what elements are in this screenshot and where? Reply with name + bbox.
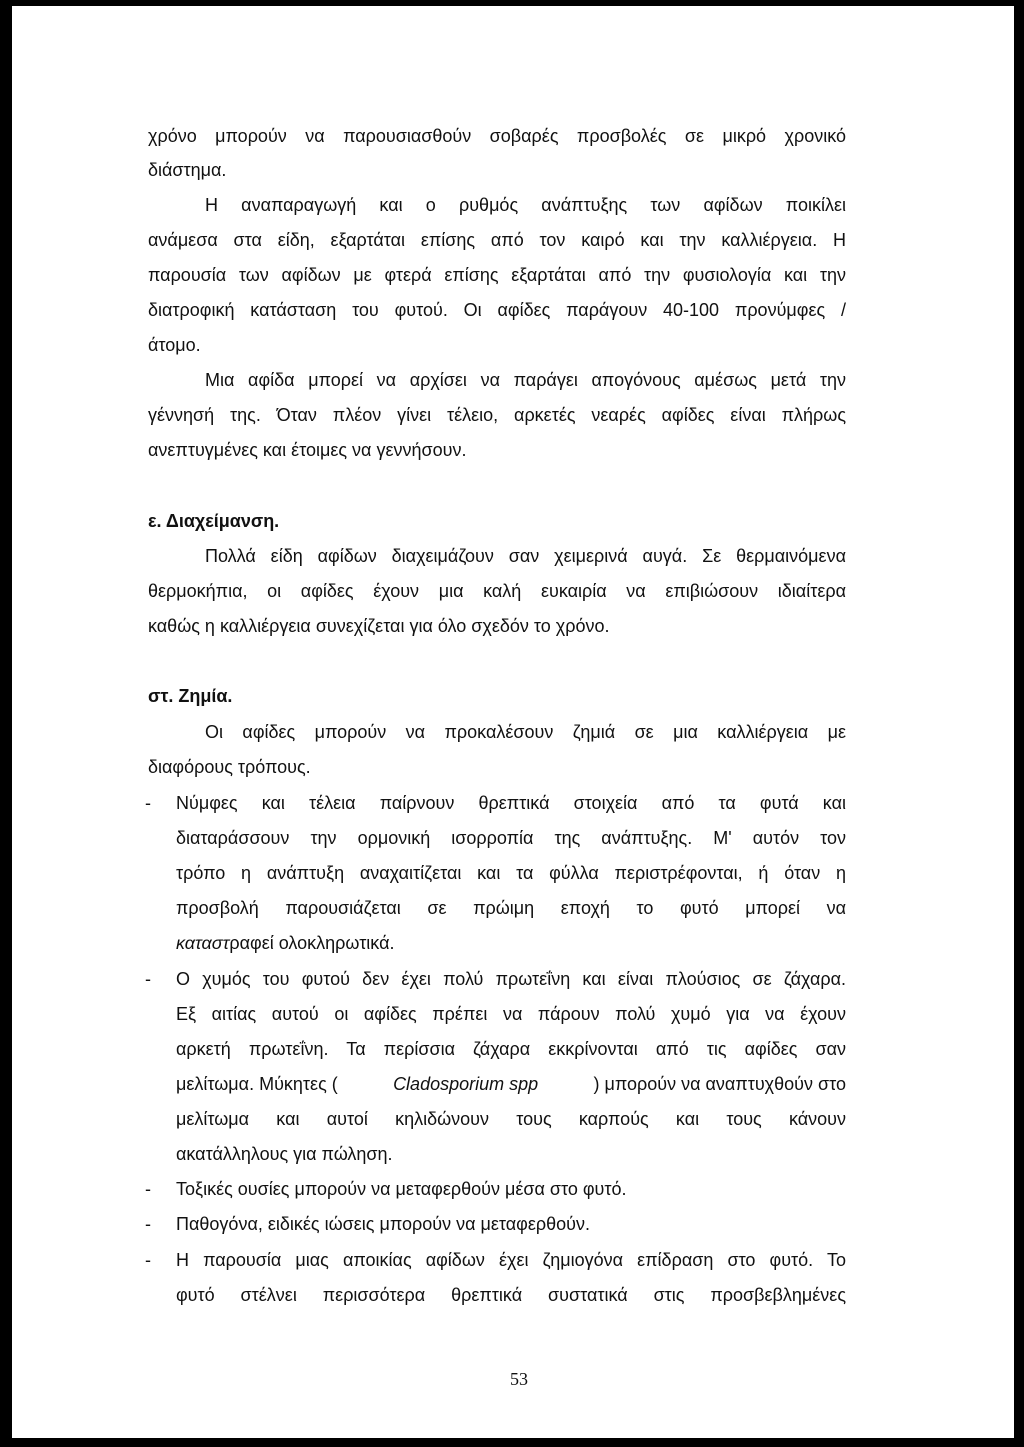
bullet-dash: - xyxy=(145,1214,151,1234)
text-line: Μια αφίδα μπορεί να αρχίσει να παράγει απογόνους αμέσως μετά την xyxy=(205,370,846,390)
document-page xyxy=(12,6,1014,1438)
text-line: αρκετή πρωτεΐνη. Τα περίσσια ζάχαρα εκκρίνονται από τις αφίδες σαν xyxy=(176,1039,846,1059)
bullet-dash: - xyxy=(145,969,151,989)
text-line: Πολλά είδη αφίδων διαχειμάζουν σαν χειμερινά αυγά. Σε θερμαινόμενα xyxy=(205,546,846,566)
text-fragment: μελίτωμα. Μύκητες ( xyxy=(176,1074,338,1094)
text-line: ανεπτυγμένες και έτοιμες να γεννήσουν. xyxy=(148,440,467,460)
text-line: γέννησή της. Όταν πλέον γίνει τέλειο, αρκετές νεαρές αφίδες είναι πλήρως xyxy=(148,405,846,425)
text-fragment: ) μπορούν να αναπτυχθούν στο xyxy=(593,1074,846,1094)
text-line: ακατάλληλους για πώληση. xyxy=(176,1144,393,1164)
text-line xyxy=(176,1073,846,1095)
text-line: φυτό στέλνει περισσότερα θρεπτικά συστατικά στις προσβεβλημένες xyxy=(176,1285,846,1305)
text-line: άτομο. xyxy=(148,335,201,355)
text-line: θερμοκήπια, οι αφίδες έχουν μια καλή ευκαιρία να επιβιώσουν ιδιαίτερα xyxy=(148,581,846,601)
bullet-line: Η παρουσία μιας αποικίας αφίδων έχει ζημιογόνα επίδραση στο φυτό. Το xyxy=(176,1250,846,1270)
section-heading: ε. Διαχείμανση. xyxy=(148,511,280,531)
text-line: καθώς η καλλιέργεια συνεχίζεται για όλο σχεδόν το χρόνο. xyxy=(148,616,610,636)
text-line: προσβολή παρουσιάζεται σε πρώιμη εποχή το φυτό μπορεί να xyxy=(176,898,846,918)
text-line: Οι αφίδες μπορούν να προκαλέσουν ζημιά σε μια καλλιέργεια με xyxy=(205,722,846,742)
page-number: 53 xyxy=(510,1369,528,1389)
text-line: παρουσία των αφίδων με φτερά επίσης εξαρτάται από την φυσιολογία και την xyxy=(148,265,846,285)
text-line: ανάμεσα στα είδη, εξαρτάται επίσης από τον καιρό και την καλλιέργεια. Η xyxy=(148,230,846,250)
bullet-dash: - xyxy=(145,1179,151,1199)
text-line: διατροφική κατάσταση του φυτού. Οι αφίδες παράγουν 40-100 προνύμφες / xyxy=(148,300,846,320)
bullet-line: Τοξικές ουσίες μπορούν να μεταφερθούν μέσα στο φυτό. xyxy=(176,1179,627,1199)
species-name: Cladosporium spp xyxy=(393,1074,539,1094)
bullet-line: Παθογόνα, ειδικές ιώσεις μπορούν να μεταφερθούν. xyxy=(176,1214,590,1234)
bullet-dash: - xyxy=(145,793,151,813)
section-heading: στ. Ζημία. xyxy=(148,686,233,706)
text-line: μελίτωμα και αυτοί κηλιδώνουν τους καρπούς και τους κάνουν xyxy=(176,1109,846,1129)
bullet-line: Ο χυμός του φυτού δεν έχει πολύ πρωτεΐνη και είναι πλούσιος σε ζάχαρα. xyxy=(176,969,846,989)
text-line: χρόνο μπορούν να παρουσιασθούν σοβαρές προσβολές σε μικρό χρονικό xyxy=(148,126,846,146)
italic-fragment: καταστ xyxy=(176,933,230,953)
text-line: διαφόρους τρόπους. xyxy=(148,757,311,777)
bullet-dash: - xyxy=(145,1250,151,1270)
text-line: διάστημα. xyxy=(148,160,227,180)
text-line: διαταράσσουν την ορμονική ισορροπία της ανάπτυξης. Μ' αυτόν τον xyxy=(176,828,846,848)
text-fragment: ραφεί ολοκληρωτικά. xyxy=(229,933,395,953)
text-line xyxy=(176,932,394,954)
text-line: Εξ αιτίας αυτού οι αφίδες πρέπει να πάρουν πολύ χυμό για να έχουν xyxy=(176,1004,846,1024)
text-line: τρόπο η ανάπτυξη αναχαιτίζεται και τα φύλλα περιστρέφονται, ή όταν η xyxy=(176,863,846,883)
text-line: Η αναπαραγωγή και ο ρυθμός ανάπτυξης των αφίδων ποικίλει xyxy=(205,195,846,215)
bullet-line: Νύμφες και τέλεια παίρνουν θρεπτικά στοιχεία από τα φυτά και xyxy=(176,793,846,813)
